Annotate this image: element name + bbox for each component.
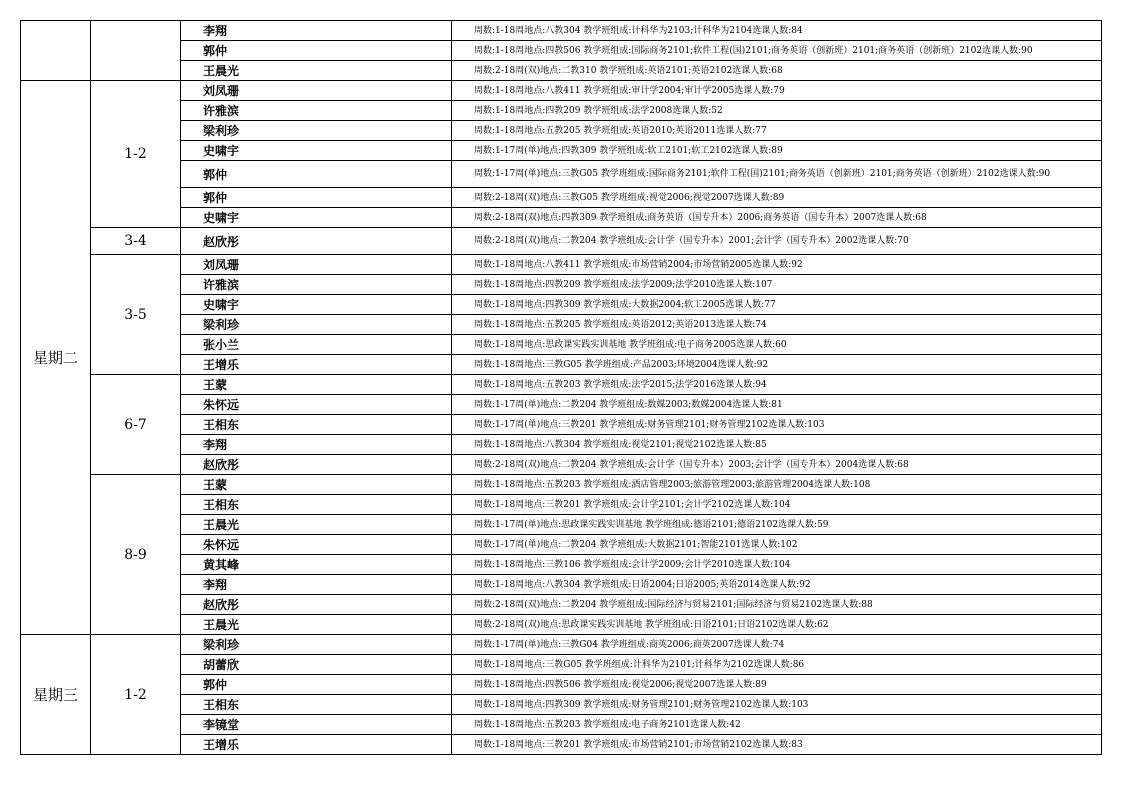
- course-info-cell: 周数:1-18周地点:三教G05 教学班组成:产品2003;环境2004选课人数:92: [452, 355, 1102, 375]
- course-info-cell: 周数:2-18周(双)地点:二教204 教学班组成:会计学（国专升本）2003;会计学（国专升本）2004选课人数:68: [452, 455, 1102, 475]
- table-row: [21, 161, 1102, 188]
- course-info-cell: 周数:1-18周地点:三教201 教学班组成:会计学2101;会计学2102选课人数:104: [452, 495, 1102, 515]
- table-row: [21, 635, 1102, 655]
- course-info-cell: 周数:1-17周(单)地点:三教G05 教学班组成:国际商务2101;软件工程(国)2101;商务英语（创新班）2101;商务英语（创新班）2102选课人数:90: [452, 161, 1102, 188]
- period-cell: 6-7: [91, 375, 181, 475]
- table-row: [21, 615, 1102, 635]
- course-info-cell: 周数:1-18周地点:八教411 教学班组成:市场营销2004;市场营销2005选课人数:92: [452, 255, 1102, 275]
- table-row: [21, 575, 1102, 595]
- course-info-cell: 周数:1-18周地点:八教304 教学班组成:视觉2101;视觉2102选课人数:85: [452, 435, 1102, 455]
- course-info-cell: 周数:1-17周(单)地点:四教309 教学班组成:软工2101;软工2102选课人数:89: [452, 141, 1102, 161]
- teacher-cell: 王增乐: [181, 355, 452, 375]
- schedule-sheet: [20, 20, 1101, 755]
- table-row: [21, 101, 1102, 121]
- teacher-cell: 许雅滨: [181, 101, 452, 121]
- course-info-cell: 周数:2-18周(双)地点:四教309 教学班组成:商务英语（国专升本）2006;商务英语（国专升本）2007选课人数:68: [452, 208, 1102, 228]
- course-info-cell: 周数:1-18周地点:四教209 教学班组成:法学2008选课人数:52: [452, 101, 1102, 121]
- teacher-cell: 王相东: [181, 695, 452, 715]
- course-info-cell: 周数:1-17周(单)地点:思政课实践实训基地 教学班组成:德语2101;德语2102选课人数:59: [452, 515, 1102, 535]
- teacher-cell: 王晨光: [181, 615, 452, 635]
- teacher-cell: 郭仲: [181, 675, 452, 695]
- period-cell: [91, 21, 181, 81]
- teacher-cell: 李翔: [181, 21, 452, 41]
- course-info-cell: 周数:1-18周地点:四教506 教学班组成:国际商务2101;软件工程(国)2101;商务英语（创新班）2101;商务英语（创新班）2102选课人数:90: [452, 41, 1102, 61]
- schedule-table: [20, 20, 1102, 755]
- course-info-cell: 周数:1-18周地点:五教205 教学班组成:英语2010;英语2011选课人数:77: [452, 121, 1102, 141]
- course-info-cell: 周数:1-18周地点:五教203 教学班组成:法学2015;法学2016选课人数:94: [452, 375, 1102, 395]
- table-row: [21, 415, 1102, 435]
- teacher-cell: 梁利珍: [181, 121, 452, 141]
- teacher-cell: 郭仲: [181, 41, 452, 61]
- course-info-cell: 周数:1-18周地点:八教304 教学班组成:计科华为2103;计科华为2104选课人数:84: [452, 21, 1102, 41]
- teacher-cell: 许雅滨: [181, 275, 452, 295]
- course-info-cell: 周数:1-18周地点:三教G05 教学班组成:计科华为2101;计科华为2102选课人数:86: [452, 655, 1102, 675]
- table-row: [21, 275, 1102, 295]
- table-row: [21, 21, 1102, 41]
- weekday-cell: 星期三: [21, 635, 91, 755]
- table-row: [21, 655, 1102, 675]
- teacher-cell: 李翔: [181, 575, 452, 595]
- table-row: [21, 535, 1102, 555]
- table-row: [21, 495, 1102, 515]
- schedule-body: [21, 21, 1102, 755]
- teacher-cell: 王蒙: [181, 375, 452, 395]
- teacher-cell: 黄其峰: [181, 555, 452, 575]
- table-row: [21, 375, 1102, 395]
- teacher-cell: 刘凤珊: [181, 81, 452, 101]
- table-row: [21, 695, 1102, 715]
- teacher-cell: 王晨光: [181, 61, 452, 81]
- table-row: [21, 315, 1102, 335]
- course-info-cell: 周数:2-18周(双)地点:二教204 教学班组成:会计学（国专升本）2001;会计学（国专升本）2002选课人数:70: [452, 228, 1102, 255]
- teacher-cell: 王相东: [181, 495, 452, 515]
- teacher-cell: 梁利珍: [181, 315, 452, 335]
- table-row: [21, 715, 1102, 735]
- course-info-cell: 周数:1-18周地点:四教309 教学班组成:财务管理2101;财务管理2102选课人数:103: [452, 695, 1102, 715]
- course-info-cell: 周数:2-18周(双)地点:二教204 教学班组成:国际经济与贸易2101;国际经济与贸易2102选课人数:88: [452, 595, 1102, 615]
- table-row: [21, 121, 1102, 141]
- table-row: [21, 188, 1102, 208]
- teacher-cell: 朱怀远: [181, 395, 452, 415]
- weekday-cell: [21, 21, 91, 81]
- table-row: [21, 228, 1102, 255]
- course-info-cell: 周数:1-18周地点:四教209 教学班组成:法学2009;法学2010选课人数:107: [452, 275, 1102, 295]
- teacher-cell: 刘凤珊: [181, 255, 452, 275]
- table-row: [21, 41, 1102, 61]
- teacher-cell: 史啸宇: [181, 208, 452, 228]
- period-cell: 3-5: [91, 255, 181, 375]
- table-row: [21, 555, 1102, 575]
- teacher-cell: 朱怀远: [181, 535, 452, 555]
- table-row: [21, 455, 1102, 475]
- course-info-cell: 周数:1-17周(单)地点:三教G04 教学班组成:商英2006;商英2007选课人数:74: [452, 635, 1102, 655]
- teacher-cell: 赵欣彤: [181, 455, 452, 475]
- teacher-cell: 王蒙: [181, 475, 452, 495]
- teacher-cell: 李镜堂: [181, 715, 452, 735]
- course-info-cell: 周数:2-18周(双)地点:思政课实践实训基地 教学班组成:日语2101;日语2102选课人数:62: [452, 615, 1102, 635]
- teacher-cell: 史啸宇: [181, 141, 452, 161]
- table-row: [21, 675, 1102, 695]
- teacher-cell: 王晨光: [181, 515, 452, 535]
- table-row: [21, 435, 1102, 455]
- table-row: [21, 255, 1102, 275]
- table-row: [21, 141, 1102, 161]
- course-info-cell: 周数:1-18周地点:五教203 教学班组成:酒店管理2003;旅游管理2003;旅游管理2004选课人数:108: [452, 475, 1102, 495]
- table-row: [21, 595, 1102, 615]
- table-row: [21, 515, 1102, 535]
- teacher-cell: 胡蕾欣: [181, 655, 452, 675]
- table-row: [21, 335, 1102, 355]
- course-info-cell: 周数:1-18周地点:五教203 教学班组成:电子商务2101选课人数:42: [452, 715, 1102, 735]
- period-cell: 3-4: [91, 228, 181, 255]
- teacher-cell: 王相东: [181, 415, 452, 435]
- teacher-cell: 赵欣彤: [181, 228, 452, 255]
- table-row: [21, 395, 1102, 415]
- course-info-cell: 周数:1-18周地点:三教106 教学班组成:会计学2009;会计学2010选课人数:104: [452, 555, 1102, 575]
- period-cell: 1-2: [91, 81, 181, 228]
- table-row: [21, 61, 1102, 81]
- table-row: [21, 208, 1102, 228]
- teacher-cell: 郭仲: [181, 188, 452, 208]
- period-cell: 1-2: [91, 635, 181, 755]
- course-info-cell: 周数:1-18周地点:四教309 教学班组成:大数据2004;软工2005选课人数:77: [452, 295, 1102, 315]
- course-info-cell: 周数:1-17周(单)地点:三教201 教学班组成:财务管理2101;财务管理2102选课人数:103: [452, 415, 1102, 435]
- table-row: [21, 475, 1102, 495]
- course-info-cell: 周数:1-17周(单)地点:二教204 教学班组成:数媒2003;数媒2004选课人数:81: [452, 395, 1102, 415]
- teacher-cell: 郭仲: [181, 161, 452, 188]
- teacher-cell: 梁利珍: [181, 635, 452, 655]
- course-info-cell: 周数:1-18周地点:八教411 教学班组成:审计学2004;审计学2005选课人数:79: [452, 81, 1102, 101]
- table-row: [21, 355, 1102, 375]
- table-row: [21, 295, 1102, 315]
- teacher-cell: 史啸宇: [181, 295, 452, 315]
- course-info-cell: 周数:2-18周(双)地点:二教310 教学班组成:英语2101;英语2102选课人数:68: [452, 61, 1102, 81]
- course-info-cell: 周数:1-18周地点:三教201 教学班组成:市场营销2101;市场营销2102选课人数:83: [452, 735, 1102, 755]
- course-info-cell: 周数:2-18周(双)地点:三教G05 教学班组成:视觉2006;视觉2007选课人数:89: [452, 188, 1102, 208]
- course-info-cell: 周数:1-18周地点:五教205 教学班组成:英语2012;英语2013选课人数:74: [452, 315, 1102, 335]
- teacher-cell: 李翔: [181, 435, 452, 455]
- teacher-cell: 王增乐: [181, 735, 452, 755]
- table-row: [21, 735, 1102, 755]
- weekday-cell: 星期二: [21, 81, 91, 635]
- period-cell: 8-9: [91, 475, 181, 635]
- teacher-cell: 赵欣彤: [181, 595, 452, 615]
- course-info-cell: 周数:1-18周地点:八教304 教学班组成:日语2004;日语2005;英语2014选课人数:92: [452, 575, 1102, 595]
- course-info-cell: 周数:1-18周地点:思政课实践实训基地 教学班组成:电子商务2005选课人数:60: [452, 335, 1102, 355]
- course-info-cell: 周数:1-18周地点:四教506 教学班组成:视觉2006;视觉2007选课人数:89: [452, 675, 1102, 695]
- teacher-cell: 张小兰: [181, 335, 452, 355]
- course-info-cell: 周数:1-17周(单)地点:二教204 教学班组成:大数据2101;智能2101选课人数:102: [452, 535, 1102, 555]
- table-row: [21, 81, 1102, 101]
